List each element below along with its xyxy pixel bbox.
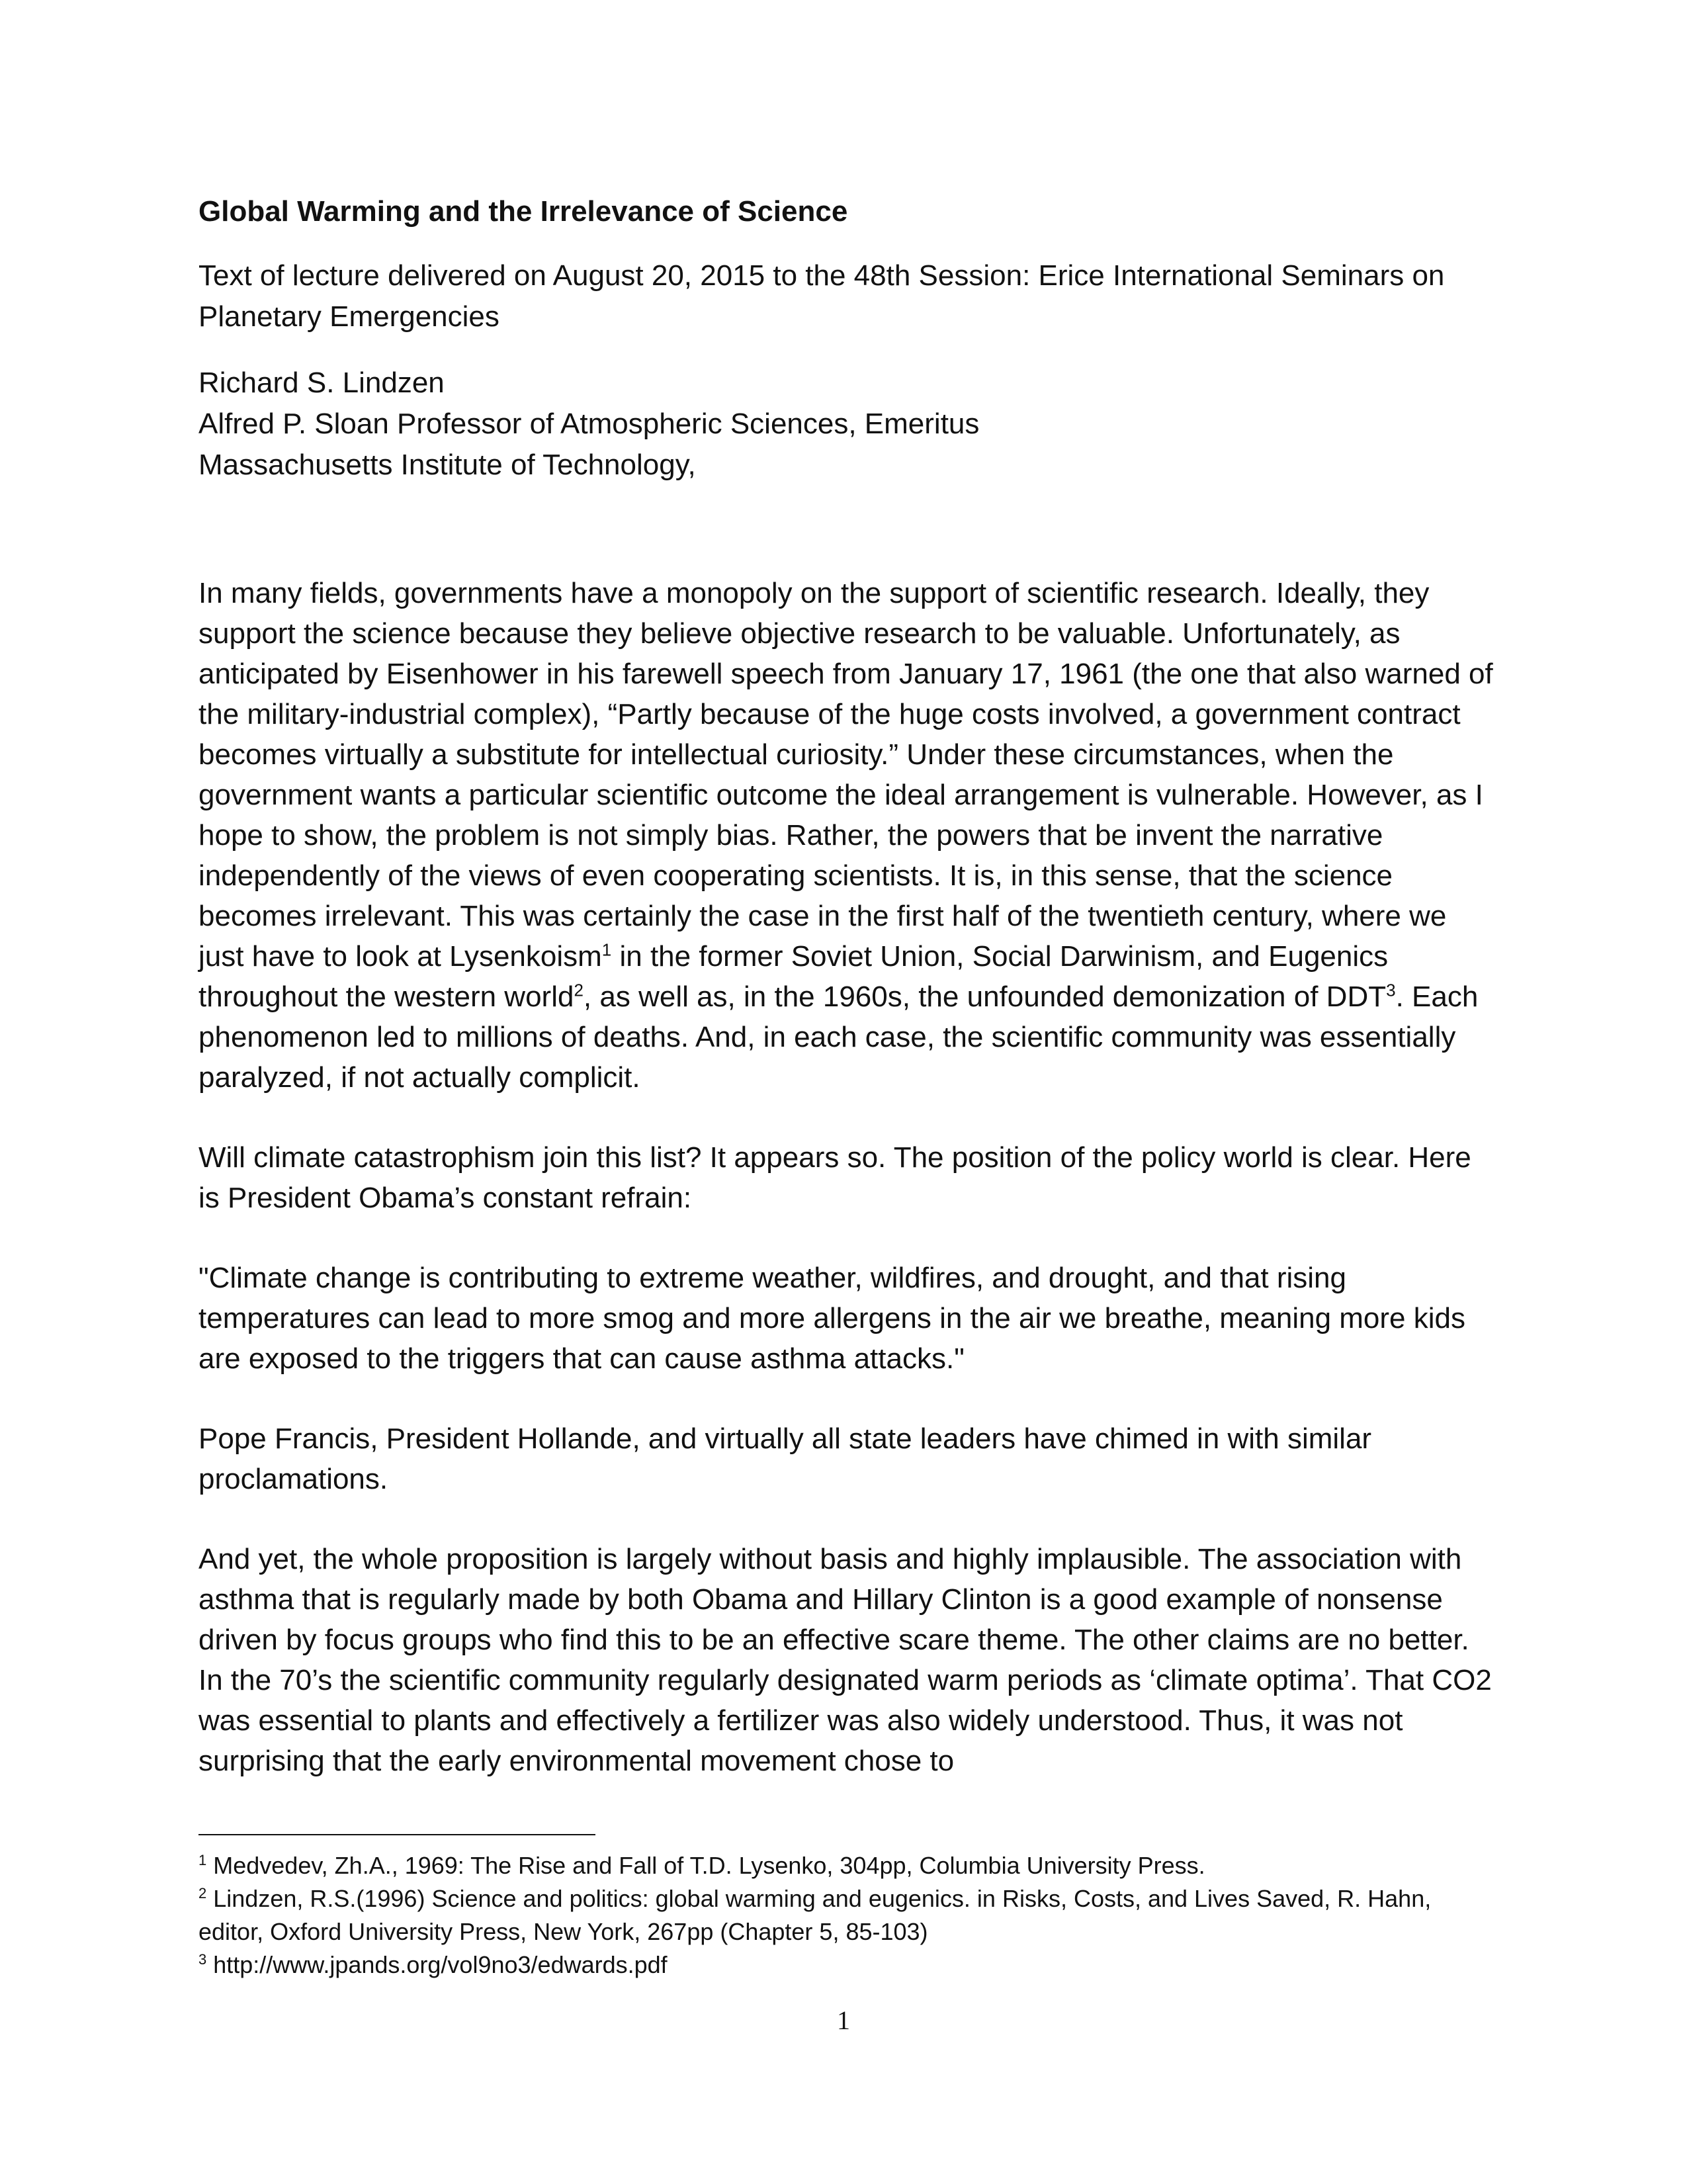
paragraph-4: And yet, the whole proposition is largely without basis and highly implausible. The association with asthma that is regularly made by both Obama and Hillary Clinton is a good example of nonsense driven by focus groups who find this to be an effective scare theme. The other claims are no better. In the 70’s the scientific community regularly designated warm periods as ‘climate optima’. That CO2 was essential to plants and effectively a fertilizer was also widely understood. Thus, it was not surprising that the early environmental movement chose to — [198, 1543, 1492, 1777]
main-content — [198, 192, 1495, 1781]
footnote-2 — [198, 1882, 1495, 1948]
author-institution: Massachusetts Institute of Technology, — [198, 449, 696, 481]
paragraph-3: Pope Francis, President Hollande, and virtually all state leaders have chimed in with similar proclamations. — [198, 1422, 1372, 1495]
lecture-subtitle: Text of lecture delivered on August 20, 2015 to the 48th Session: Erice International Seminars on Planetary Emergencies — [198, 259, 1445, 333]
footnote-2-text: Lindzen, R.S.(1996) Science and politics: global warming and eugenics. in Risks, Costs, and Lives Saved, R. Hahn, editor, Oxford University Press, New York, 267pp (Chapter 5, 85-103) — [198, 1885, 1432, 1945]
paragraph-1-part-4: . Each phenomenon led to millions of deaths. And, in each case, the scientific community was essentially paralyzed, if not actually complicit. — [198, 981, 1479, 1094]
body-text — [198, 573, 1495, 1781]
footnote-1-number: 1 — [198, 1852, 207, 1868]
footnote-ref-3[interactable]: 3 — [1386, 980, 1396, 1000]
footnote-3 — [198, 1948, 1495, 1982]
footnotes — [198, 1849, 1495, 1982]
page-number: 1 — [837, 2005, 850, 2035]
paragraph-2: Will climate catastrophism join this list? It appears so. The position of the policy world is clear. Here is President Obama’s constant refrain: — [198, 1141, 1471, 1214]
footnote-2-number: 2 — [198, 1885, 207, 1901]
document-title: Global Warming and the Irrelevance of Science — [198, 195, 848, 228]
paragraph-1-part-3: , as well as, in the 1960s, the unfounded demonization of DDT — [583, 981, 1387, 1013]
footnote-3-number: 3 — [198, 1951, 207, 1968]
paragraph-1-part-1: In many fields, governments have a monopoly on the support of scientific research. Ideally, they support the science because they believe objective research to be valuable. Unfortunately, as anticipated by Eisenhower in his farewell speech from January 17, 1961 (the one that also warned of the military-industrial complex), “Partly because of the huge costs involved, a government contract becomes virtually a substitute for intellectual curiosity.” Under these circumstances, when the government wants a particular scientific outcome the ideal arrangement is vulnerable. However, as I hope to show, the problem is not simply bias. Rather, the powers that be invent the narrative independently of the views of even cooperating scientists. It is, in this sense, that the science becomes irrelevant. This was certainly the case in the first half of the twentieth century, where we just have to look at Lysenkoism — [198, 577, 1493, 973]
footnote-divider — [198, 1834, 595, 1835]
paragraph-1-part-2: in the former Soviet Union, Social Darwinism, and Eugenics throughout the western world — [198, 940, 1389, 1013]
footnote-1 — [198, 1849, 1495, 1882]
footnote-ref-1[interactable]: 1 — [601, 939, 612, 960]
footnote-1-text: Medvedev, Zh.A., 1969: The Rise and Fall of T.D. Lysenko, 304pp, Columbia University Press. — [206, 1852, 1205, 1879]
author-name: Richard S. Lindzen — [198, 367, 445, 399]
author-position: Alfred P. Sloan Professor of Atmospheric Sciences, Emeritus — [198, 408, 980, 440]
footnote-ref-2[interactable]: 2 — [574, 980, 584, 1000]
obama-quote: "Climate change is contributing to extreme weather, wildfires, and drought, and that rising temperatures can lead to more smog and more allergens in the air we breathe, meaning more kids are exposed to the triggers that can cause asthma attacks." — [198, 1262, 1465, 1375]
author-block — [198, 363, 1495, 486]
footnote-3-link[interactable]: http://www.jpands.org/vol9no3/edwards.pdf — [206, 1951, 668, 1978]
paragraph-1 — [198, 573, 1495, 1098]
